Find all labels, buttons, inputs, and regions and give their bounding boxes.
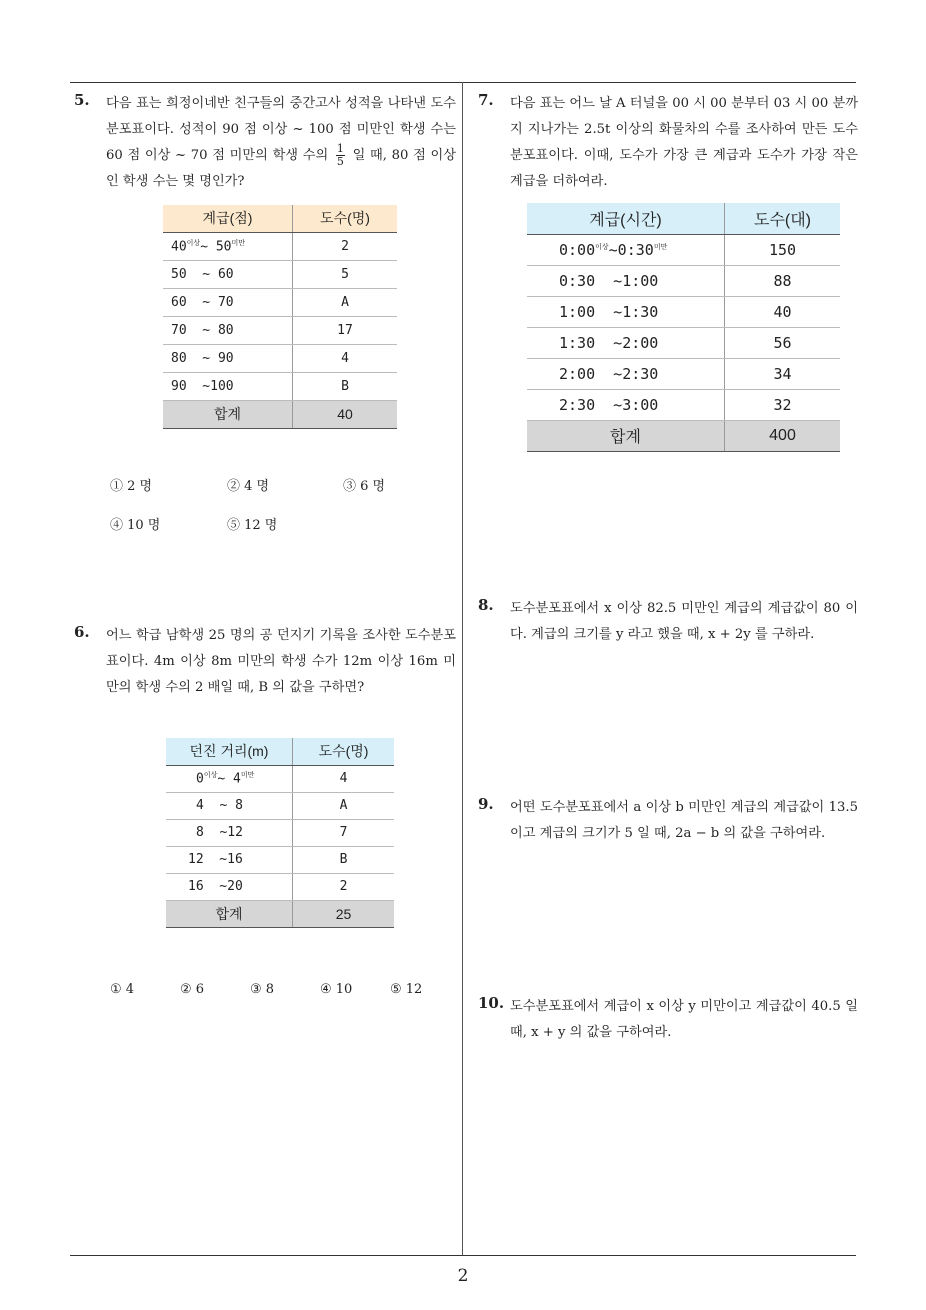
- table-row: 60 ~ 70 A: [163, 288, 397, 316]
- table-row: 2:30 ~3:00 32: [527, 389, 840, 420]
- choice-3[interactable]: ③ 6 명: [343, 479, 386, 494]
- question-10: [478, 994, 858, 1046]
- frequency-table-q6: [166, 738, 394, 928]
- choice-4[interactable]: ④ 10: [320, 982, 353, 997]
- question-text: 어떤 도수분포표에서 a 이상 b 미만인 계급의 계급값이 13.5 이고 계급의 크기가 5 일 때, 2a − b 의 값을 구하여라.: [510, 800, 858, 841]
- table-row: $0^{이상}\sim$ $4^{미만}$ 4: [166, 765, 394, 792]
- question-text: 어느 학급 남학생 25 명의 공 던지기 기록을 조사한 도수분포표이다. 4m 이상 8m 미만의 학생 수가 12m 이상 16m 미만의 학생 수의 2 배일 때, B 의 값을 구하면?: [106, 628, 456, 695]
- table-row: 8 ~12 7: [166, 819, 394, 846]
- table-row: 4 ~ 8 A: [166, 792, 394, 819]
- question-text: 도수분포표에서 x 이상 82.5 미만인 계급의 계급값이 80 이다. 계급의 크기를 y 라고 했을 때, x + 2y 를 구하라.: [510, 601, 858, 642]
- table-row: 1:00 ~1:30 40: [527, 296, 840, 327]
- question-8: [478, 596, 858, 648]
- question-7: [478, 91, 858, 195]
- table-row: 70 ~ 80 17: [163, 316, 397, 344]
- choice-1[interactable]: ① 2 명: [110, 479, 153, 494]
- table-total-row: 합계 25: [166, 900, 394, 927]
- table-header: 도수(대): [725, 203, 841, 234]
- question-text: 다음 표는 어느 날 A 터널을 00 시 00 분부터 03 시 00 분까지 지나가는 2.5t 이상의 화물차의 수를 조사하여 만든 도수분포표이다. 이때, 도수가 가장 큰 계급과 도수가 가장 작은 계급을 더하여라.: [510, 96, 858, 189]
- table-row: 0:30 ~1:00 88: [527, 265, 840, 296]
- question-number: 8.: [478, 596, 494, 614]
- top-rule: [70, 82, 856, 83]
- choice-2[interactable]: ② 6: [180, 982, 205, 997]
- table-row: 16 ~20 2: [166, 873, 394, 900]
- question-5: [74, 91, 456, 195]
- question-text: 다음 표는 희정이네반 친구들의 중간고사 성적을 나타낸 도수분포표이다. 성적이 90 점 이상 ~ 100 점 미만인 학생 수는 60 점 이상 ~ 70 점 미만의 학생 수의 $\frac{1}{5}$ 일 때, 80 점 이상인 학생 수는 몇 명인가?: [106, 96, 456, 189]
- table-row: $40^{이상}\sim$ $50^{미만}$ 2: [163, 232, 397, 260]
- bottom-rule: [70, 1255, 856, 1256]
- table-row: 90 ~100 B: [163, 372, 397, 400]
- table-header: 도수(명): [293, 205, 398, 232]
- table-row: $0:00^{이상}\sim 0:30^{미만}$ 150: [527, 234, 840, 265]
- table-row: 50 ~ 60 5: [163, 260, 397, 288]
- choice-5[interactable]: ⑤ 12 명: [227, 518, 278, 533]
- table-row: 80 ~ 90 4: [163, 344, 397, 372]
- choice-5[interactable]: ⑤ 12: [390, 982, 423, 997]
- choice-1[interactable]: ① 4: [110, 982, 135, 997]
- choice-2[interactable]: ② 4 명: [227, 479, 270, 494]
- choice-3[interactable]: ③ 8: [250, 982, 275, 997]
- table-header: 던진 거리(m): [166, 738, 293, 765]
- question-number: 10.: [478, 994, 505, 1012]
- question-6: [74, 623, 456, 701]
- question-number: 6.: [74, 623, 90, 641]
- fraction: $\frac{1}{5}$: [336, 142, 344, 168]
- frequency-table-q7: [527, 203, 840, 452]
- choice-4[interactable]: ④ 10 명: [110, 518, 161, 533]
- frequency-table-q5: [163, 205, 397, 429]
- table-row: 12 ~16 B: [166, 846, 394, 873]
- table-header: 계급(시간): [527, 203, 725, 234]
- question-number: 7.: [478, 91, 494, 109]
- table-row: 2:00 ~2:30 34: [527, 358, 840, 389]
- page-number: 2: [457, 1266, 469, 1286]
- table-total-row: 합계 400: [527, 420, 840, 451]
- column-divider: [462, 82, 463, 1256]
- table-header: 도수(명): [293, 738, 395, 765]
- question-number: 5.: [74, 91, 90, 109]
- question-text: 도수분포표에서 계급이 x 이상 y 미만이고 계급값이 40.5 일 때, x + y 의 값을 구하여라.: [510, 999, 858, 1040]
- table-header: 계급(점): [163, 205, 293, 232]
- table-total-row: 합계 40: [163, 400, 397, 428]
- question-9: [478, 795, 858, 847]
- table-row: 1:30 ~2:00 56: [527, 327, 840, 358]
- question-number: 9.: [478, 795, 494, 813]
